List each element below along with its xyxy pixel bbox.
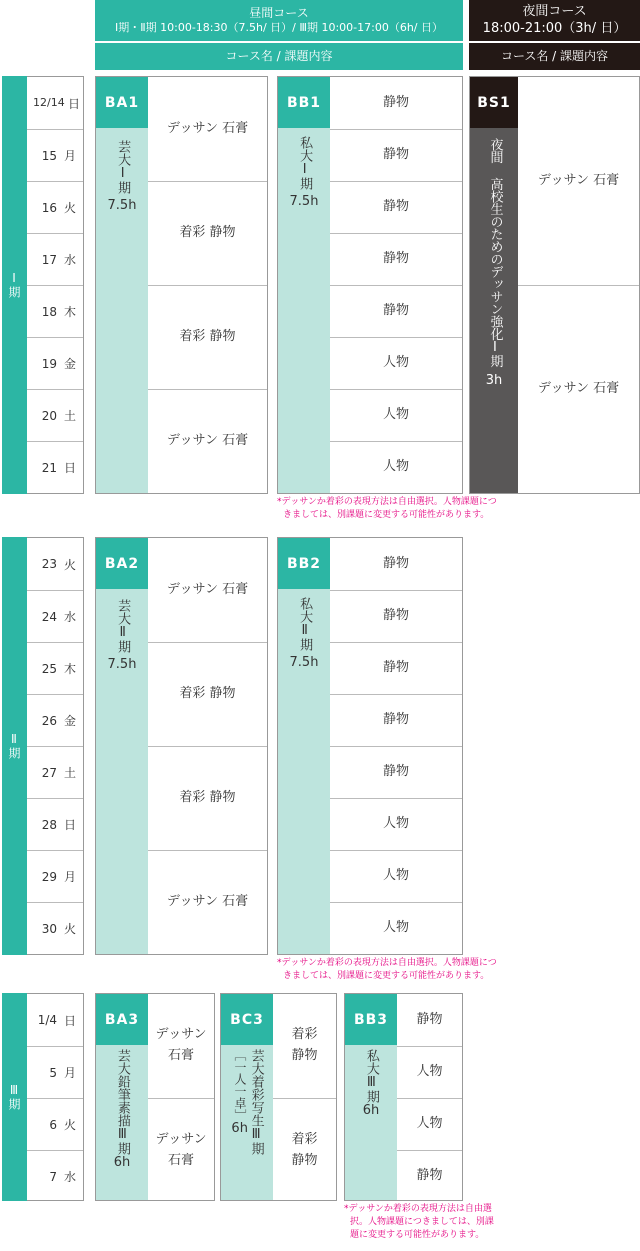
course-item: 静物 [416, 1011, 443, 1027]
day-course-header [95, 0, 463, 41]
course-hours: 7.5h [107, 657, 137, 672]
course-name: 芸大着彩写生Ⅲ期 [248, 1049, 264, 1155]
course-code: BS1 [470, 77, 518, 128]
course-item: 静物 [330, 181, 462, 233]
period-2-label [2, 537, 27, 955]
day-row [27, 77, 83, 129]
night-subheader-label: コース名 / 課題内容 [500, 49, 609, 63]
day-number: 5 [49, 1065, 57, 1080]
day-number: 25 [41, 661, 57, 676]
course-band [345, 1045, 397, 1200]
note-period-2 [277, 957, 527, 983]
weekday: 火 [63, 201, 76, 215]
course-code: BB2 [278, 538, 330, 589]
note-line: *デッサンか着彩の表現方法は自由選択。人物課題につ [277, 958, 497, 968]
course-item: 着彩 静物 [148, 642, 267, 746]
day-course-title: 昼間コース [249, 6, 309, 21]
course-code: BA3 [96, 994, 148, 1045]
weekday: 土 [63, 766, 76, 780]
course-hours: 6h [362, 1103, 380, 1118]
period-3-text: Ⅲ期 [7, 1083, 21, 1111]
day-number: 15 [41, 148, 57, 163]
course-bs1 [469, 76, 640, 494]
weekday: 水 [63, 253, 76, 267]
course-item: 人物 [330, 441, 462, 493]
day-number: 1/4 [37, 1013, 57, 1027]
course-item: 静物 [330, 746, 462, 798]
course-hours: 7.5h [289, 655, 319, 670]
period-3-label [2, 993, 27, 1201]
day-row [27, 590, 83, 642]
course-ba1 [95, 76, 268, 494]
course-item: 静物 [382, 94, 409, 110]
period-1-text: Ⅰ期 [7, 271, 21, 299]
note-line: *デッサンか着彩の表現方法は自由選 [344, 1204, 492, 1214]
course-name: 私大Ⅱ期 [297, 597, 313, 651]
day-number: 18 [41, 304, 57, 319]
course-item: 人物 [397, 1046, 462, 1098]
course-item: デッサン 石膏 [166, 120, 249, 136]
course-item: 着彩 静物 [148, 285, 267, 389]
course-item: デッサン 石膏 [148, 1098, 214, 1202]
course-item: 人物 [330, 798, 462, 850]
course-hours: 3h [485, 373, 503, 388]
day-subheader-label: コース名 / 課題内容 [225, 49, 333, 63]
course-item: 着彩 静物 [148, 746, 267, 850]
day-number: 27 [41, 765, 57, 780]
day-number: 29 [41, 869, 57, 884]
course-item: 着彩 静物 [273, 1098, 336, 1202]
day-number: 28 [41, 817, 57, 832]
course-item: 着彩 静物 [291, 1027, 318, 1063]
night-course-time: 18:00-21:00（3h/ 日） [482, 20, 627, 36]
night-course-title: 夜間コース [522, 4, 587, 20]
day-number: 30 [41, 921, 57, 936]
day-row [27, 538, 83, 590]
day-number: 19 [41, 356, 57, 371]
day-number: 6 [49, 1117, 57, 1132]
day-row [27, 441, 83, 493]
weekday: 月 [63, 149, 76, 163]
course-bb1 [277, 76, 463, 494]
course-hours: 6h [113, 1155, 131, 1170]
course-item: 静物 [330, 129, 462, 181]
course-code: BB3 [345, 994, 397, 1045]
period-3-days [27, 993, 84, 1201]
note-line: 択。人物課題につきましては、別課 [350, 1217, 494, 1228]
weekday: 水 [63, 610, 76, 624]
weekday: 金 [63, 714, 76, 728]
course-item: 人物 [330, 850, 462, 902]
weekday: 木 [63, 305, 76, 319]
course-item: デッサン 石膏 [537, 172, 620, 188]
weekday: 水 [63, 1170, 76, 1184]
note-line: 題に変更する可能性があります。 [350, 1230, 485, 1241]
course-name: 芸大鉛筆素描Ⅲ期 [114, 1049, 130, 1155]
day-row [27, 798, 83, 850]
course-item: 静物 [330, 285, 462, 337]
course-item: デッサン 石膏 [148, 850, 267, 954]
note-line: きましては、別課題に変更する可能性があります。 [283, 510, 490, 521]
weekday: 火 [63, 922, 76, 936]
course-name: 夜間 高校生のためのデッサン強化Ⅰ期 [487, 138, 503, 367]
course-subname: ［一人一卓］ [232, 1049, 247, 1121]
period-2-days [27, 537, 84, 955]
course-item: デッサン 石膏 [155, 1027, 207, 1063]
course-item: 人物 [397, 1098, 462, 1150]
note-line: きましては、別課題に変更する可能性があります。 [283, 971, 490, 982]
course-code: BB1 [278, 77, 330, 128]
course-item: デッサン 石膏 [166, 581, 249, 597]
note-period-3 [344, 1203, 524, 1242]
weekday: 火 [63, 1118, 76, 1132]
day-row [27, 233, 83, 285]
course-item: デッサン 石膏 [148, 389, 267, 493]
weekday: 月 [63, 1066, 76, 1080]
period-1-days [27, 76, 84, 494]
course-band [96, 1045, 148, 1200]
course-item: 着彩 静物 [148, 181, 267, 285]
period-1-label [2, 76, 27, 494]
course-item: 静物 [382, 555, 409, 571]
day-row [27, 746, 83, 798]
day-number: 20 [41, 408, 57, 423]
night-course-header [469, 0, 640, 41]
course-code: BA1 [96, 77, 148, 128]
course-item: 静物 [330, 590, 462, 642]
day-number: 24 [41, 609, 57, 624]
day-row [27, 902, 83, 954]
day-row [27, 694, 83, 746]
course-item: 人物 [330, 389, 462, 441]
course-item: 静物 [330, 642, 462, 694]
day-number: 16 [41, 200, 57, 215]
course-band [96, 128, 148, 493]
day-number: 21 [41, 460, 57, 475]
course-item: デッサン 石膏 [518, 285, 639, 493]
course-item: 静物 [330, 233, 462, 285]
day-row [27, 285, 83, 337]
day-row [27, 181, 83, 233]
weekday: 土 [63, 409, 76, 423]
course-band [96, 589, 148, 954]
weekday: 日 [67, 96, 80, 111]
day-number: 12/14 [33, 95, 65, 109]
course-item: 静物 [397, 1150, 462, 1202]
note-period-1 [277, 496, 527, 522]
course-bc3 [220, 993, 337, 1201]
course-band [278, 128, 330, 493]
course-ba2 [95, 537, 268, 955]
day-row [27, 642, 83, 694]
course-item: 人物 [330, 337, 462, 389]
day-row [27, 1098, 83, 1150]
weekday: 月 [63, 870, 76, 884]
weekday: 日 [63, 1013, 76, 1028]
course-item: 静物 [330, 694, 462, 746]
weekday: 金 [63, 357, 76, 371]
course-name: 芸大Ⅱ期 [115, 599, 131, 653]
day-row [27, 389, 83, 441]
course-name: 芸大Ⅰ期 [115, 140, 131, 194]
course-hours: 7.5h [289, 194, 319, 209]
day-number: 26 [41, 713, 57, 728]
day-row [27, 337, 83, 389]
day-row [27, 850, 83, 902]
weekday: 火 [63, 557, 76, 572]
weekday: 木 [63, 662, 76, 676]
course-bb2 [277, 537, 463, 955]
night-course-subheader [469, 43, 640, 70]
day-row [27, 994, 83, 1046]
course-code: BA2 [96, 538, 148, 589]
course-band [278, 589, 330, 954]
day-row [27, 1150, 83, 1202]
course-hours: 6h [231, 1121, 248, 1136]
course-ba3 [95, 993, 215, 1201]
day-row [27, 129, 83, 181]
course-item: 人物 [330, 902, 462, 954]
period-2-text: Ⅱ期 [7, 732, 21, 760]
day-number: 7 [49, 1169, 57, 1184]
day-row [27, 1046, 83, 1098]
weekday: 日 [63, 818, 76, 832]
course-hours: 7.5h [107, 198, 137, 213]
day-course-time: Ⅰ期・Ⅱ期 10:00-18:30（7.5h/ 日）/ Ⅲ期 10:00-17:00（6h/ 日） [114, 21, 444, 35]
course-band [221, 1045, 273, 1200]
day-number: 23 [41, 557, 57, 571]
course-code: BC3 [221, 994, 273, 1045]
course-band [470, 128, 518, 493]
course-name: 私大Ⅲ期 [363, 1049, 379, 1103]
course-subname-wrap [231, 1049, 248, 1136]
course-bb3 [344, 993, 463, 1201]
note-line: *デッサンか着彩の表現方法は自由選択。人物課題につ [277, 497, 497, 507]
weekday: 日 [63, 461, 76, 475]
day-number: 17 [41, 252, 57, 267]
course-name: 私大Ⅰ期 [297, 136, 313, 190]
day-course-subheader [95, 43, 463, 70]
